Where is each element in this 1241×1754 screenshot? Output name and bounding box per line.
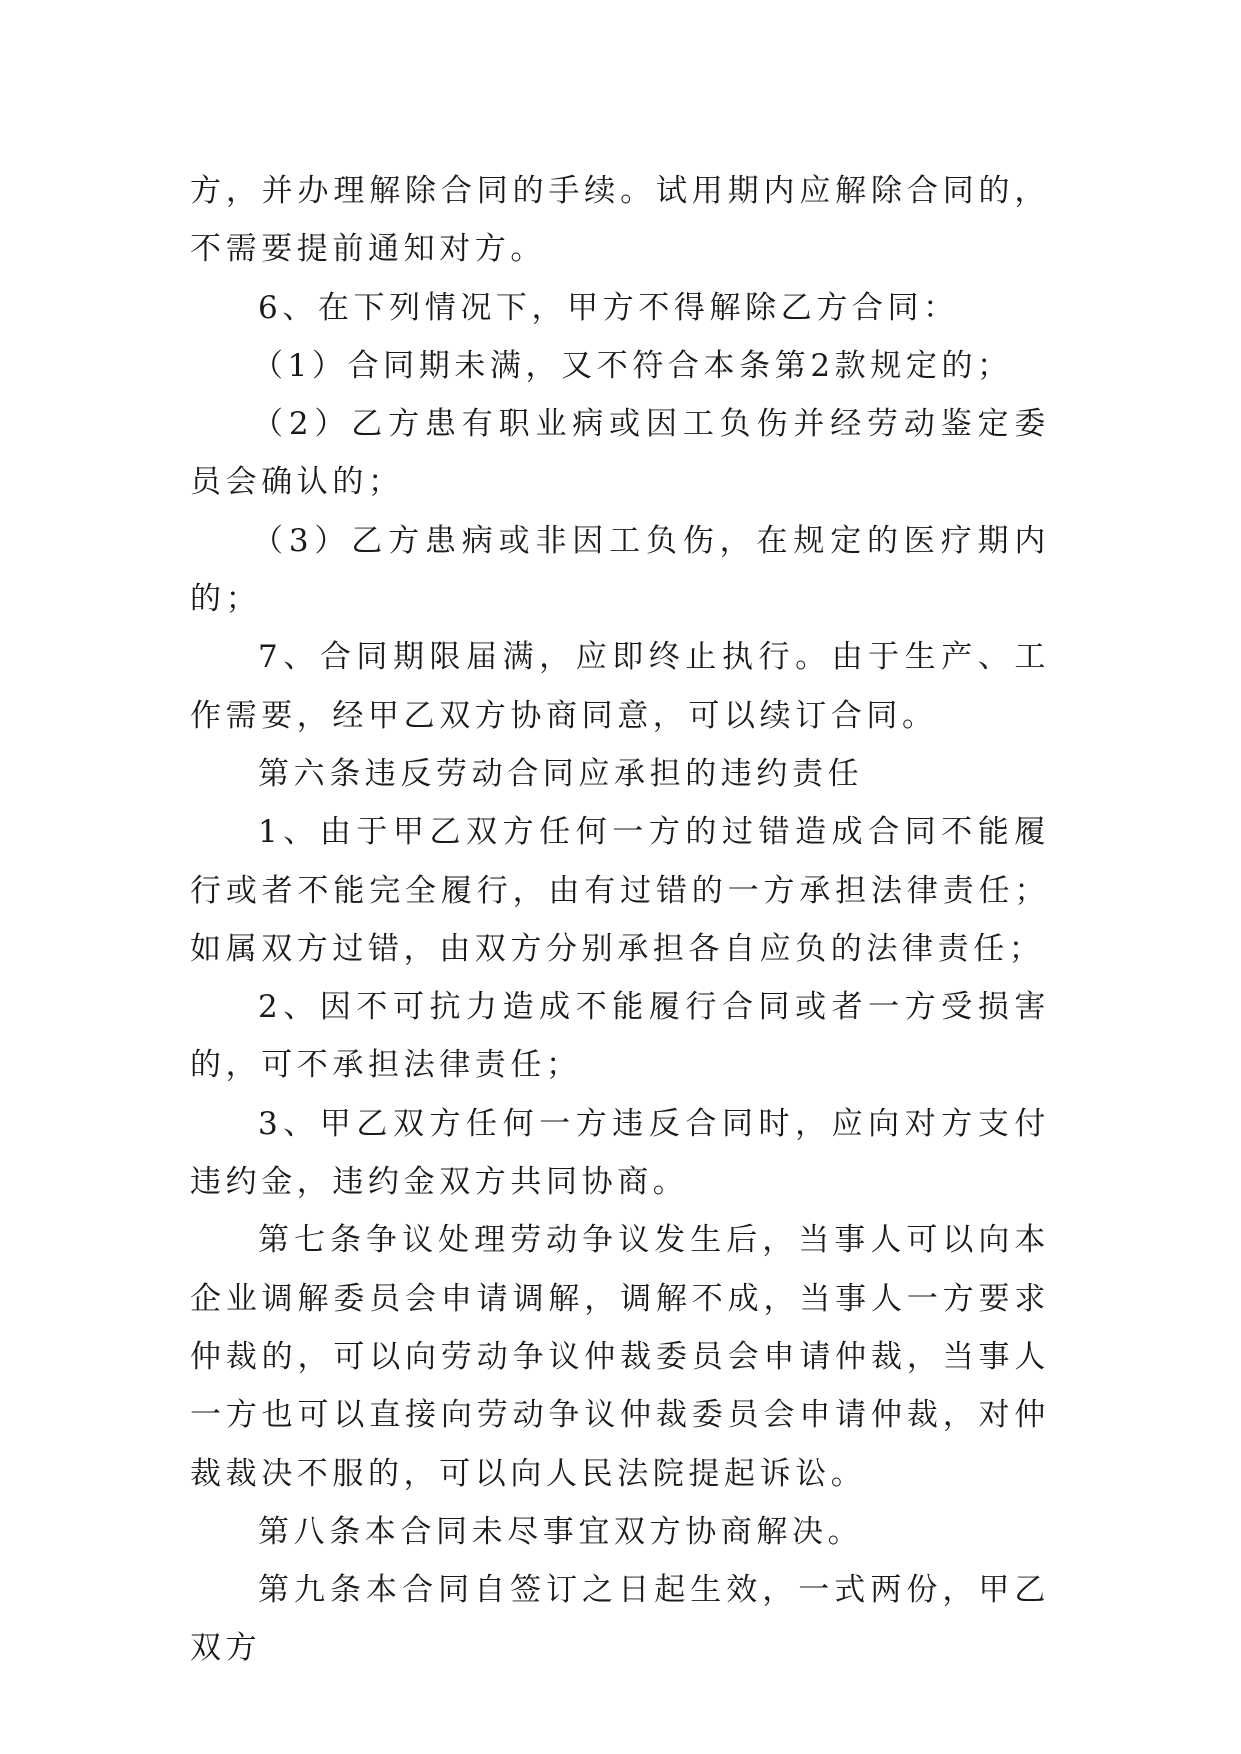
paragraph-item-3: （3）乙方患病或非因工负伤，在规定的医疗期内的； xyxy=(190,522,1050,618)
paragraph-article-8: 第八条本合同未尽事宜双方协商解决。 xyxy=(258,1513,864,1550)
contract-body xyxy=(190,162,1050,1678)
paragraph-liability-2: 2、因不可抗力造成不能履行合同或者一方受损害的，可不承担法律责任； xyxy=(190,989,1050,1084)
paragraph-liability-3: 3、甲乙双方任何一方违反合同时，应向对方支付违约金，违约金双方共同协商。 xyxy=(190,1105,1050,1201)
paragraph-continuation: 方，并办理解除合同的手续。试用期内应解除合同的，不需要提前通知对方。 xyxy=(190,173,1050,268)
paragraph-item-2: （2）乙方患有职业病或因工负伤并经劳动鉴定委员会确认的； xyxy=(190,406,1050,501)
paragraph-clause-7: 7、合同期限届满，应即终止执行。由于生产、工作需要，经甲乙双方协商同意，可以续订合同。 xyxy=(190,639,1050,734)
paragraph-article-7: 第七条争议处理劳动争议发生后，当事人可以向本企业调解委员会申请调解，调解不成，当事人一方要求仲裁的，可以向劳动争议仲裁委员会申请仲裁，当事人一方也可以直接向劳动争议仲裁委员会申请仲裁，对仲裁裁决不服的，可以向人民法院提起诉讼。 xyxy=(190,1222,1050,1492)
paragraph-liability-1: 1、由于甲乙双方任何一方的过错造成合同不能履行或者不能完全履行，由有过错的一方承担法律责任；如属双方过错，由双方分别承担各自应负的法律责任； xyxy=(190,814,1050,967)
paragraph-item-1: （1）合同期未满，又不符合本条第2款规定的； xyxy=(252,347,1013,384)
heading-article-6: 第六条违反劳动合同应承担的违约责任 xyxy=(258,755,864,792)
paragraph-article-9: 第九条本合同自签订之日起生效，一式两份，甲乙双方 xyxy=(190,1572,1050,1667)
paragraph-clause-6: 6、在下列情况下，甲方不得解除乙方合同： xyxy=(258,289,959,326)
